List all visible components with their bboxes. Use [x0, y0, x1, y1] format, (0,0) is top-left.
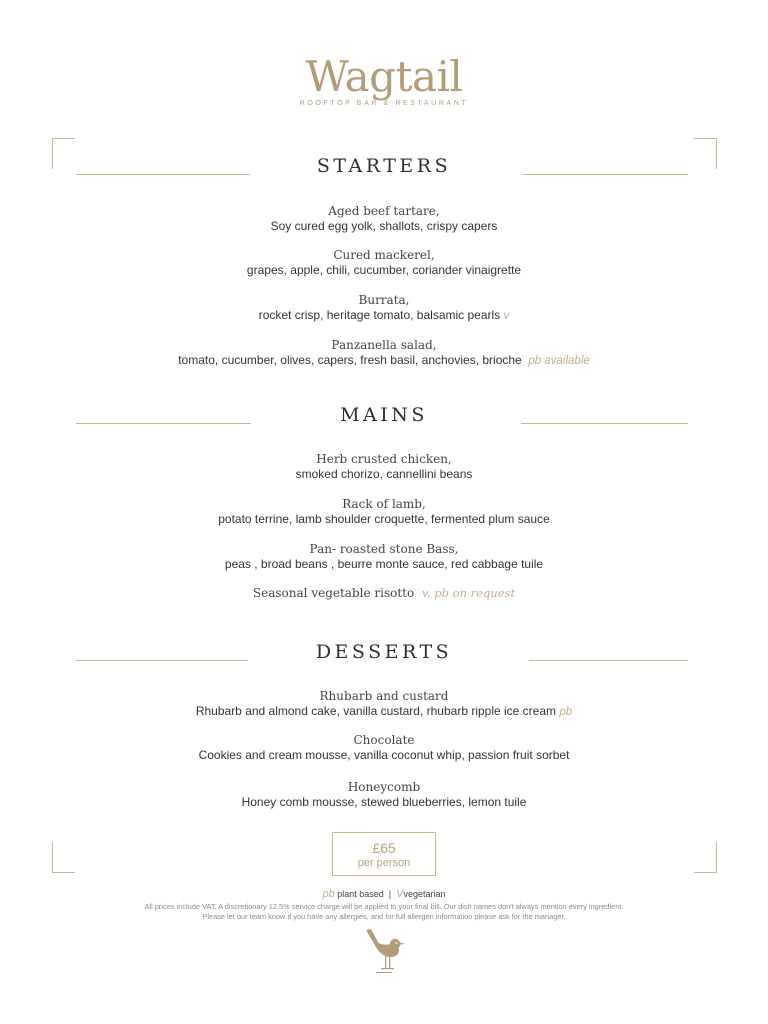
menu-item — [0, 689, 768, 720]
logo-subtitle: ROOFTOP BAR & RESTAURANT — [299, 100, 469, 107]
item-description — [0, 353, 768, 369]
item-description: grapes, apple, chili, cucumber, coriander vinaigrette — [246, 263, 522, 277]
dietary-legend — [0, 888, 768, 900]
dietary-tag: v, pb on request — [421, 586, 516, 600]
menu-item — [0, 293, 768, 324]
menu-item — [0, 733, 768, 763]
item-name: Pan- roasted stone Bass, — [309, 542, 459, 556]
menu-item — [0, 780, 768, 810]
item-name: Cured mackerel, — [333, 248, 435, 262]
item-description-text: tomato, cucumber, olives, capers, fresh basil, anchovies, brioche — [178, 353, 522, 367]
item-name: Aged beef tartare, — [328, 204, 440, 218]
legend-separator: | — [388, 889, 392, 899]
wagtail-bird-icon — [362, 926, 406, 974]
menu-item — [0, 204, 768, 234]
price-box — [332, 832, 436, 876]
legend-v-label: vegetarian — [403, 889, 446, 899]
item-name-text: Seasonal vegetable risotto — [252, 586, 415, 600]
item-name: Rack of lamb, — [342, 497, 426, 511]
logo-name: Wagtail — [305, 52, 463, 101]
dietary-tag: v — [503, 310, 510, 322]
item-name: Honeycomb — [347, 780, 421, 794]
frame-corner-bottom-left — [52, 842, 75, 873]
item-description-text: rocket crisp, heritage tomato, balsamic pearls — [258, 308, 501, 322]
section-title-desserts: DESSERTS — [315, 641, 453, 663]
menu-item — [0, 248, 768, 278]
item-name: Burrata, — [358, 293, 410, 307]
restaurant-logo — [0, 52, 768, 107]
legend-pb-label: plant based — [337, 889, 384, 899]
item-description: Cookies and cream mousse, vanilla coconut whip, passion fruit sorbet — [198, 748, 570, 762]
legend-v-symbol: V — [396, 888, 404, 900]
legend-pb-symbol: pb — [322, 888, 335, 900]
menu-item — [0, 497, 768, 527]
dietary-tag: pb available — [528, 355, 590, 367]
item-name: Rhubarb and custard — [319, 689, 449, 703]
item-name: Panzanella salad, — [331, 338, 437, 352]
menu-item — [0, 586, 768, 601]
item-description: peas , broad beans , beurre monte sauce, red cabbage tuile — [224, 557, 544, 571]
price-amount: £65 — [372, 840, 396, 856]
dietary-tag: pb — [559, 706, 573, 718]
menu-item — [0, 338, 768, 369]
item-name — [0, 586, 768, 601]
item-description: Soy cured egg yolk, shallots, crispy capers — [270, 219, 498, 233]
vat-service-note: All prices include VAT. A discretionary 12.5% service charge will be applied to your final bill. Our dish names don't always mention every ingredient. — [144, 902, 624, 911]
menu-item — [0, 542, 768, 572]
item-name: Herb crusted chicken, — [316, 452, 452, 466]
price-label: per person — [357, 857, 411, 869]
allergy-note: Please let our team know if you have any allergies, and for full allergen information please ask for the manager. — [202, 912, 566, 921]
item-description: potato terrine, lamb shoulder croquette, fermented plum sauce — [218, 512, 550, 526]
item-description — [0, 308, 768, 324]
item-description: Honey comb mousse, stewed blueberries, lemon tuile — [241, 795, 527, 809]
item-name: Chocolate — [353, 733, 415, 747]
section-title-starters: STARTERS — [316, 155, 452, 177]
menu-item — [0, 452, 768, 482]
item-description-text: Rhubarb and almond cake, vanilla custard, rhubarb ripple ice cream — [195, 704, 557, 718]
frame-corner-bottom-right — [694, 842, 717, 873]
section-title-mains: MAINS — [340, 404, 428, 426]
item-description — [0, 704, 768, 720]
item-description: smoked chorizo, cannellini beans — [295, 467, 473, 481]
